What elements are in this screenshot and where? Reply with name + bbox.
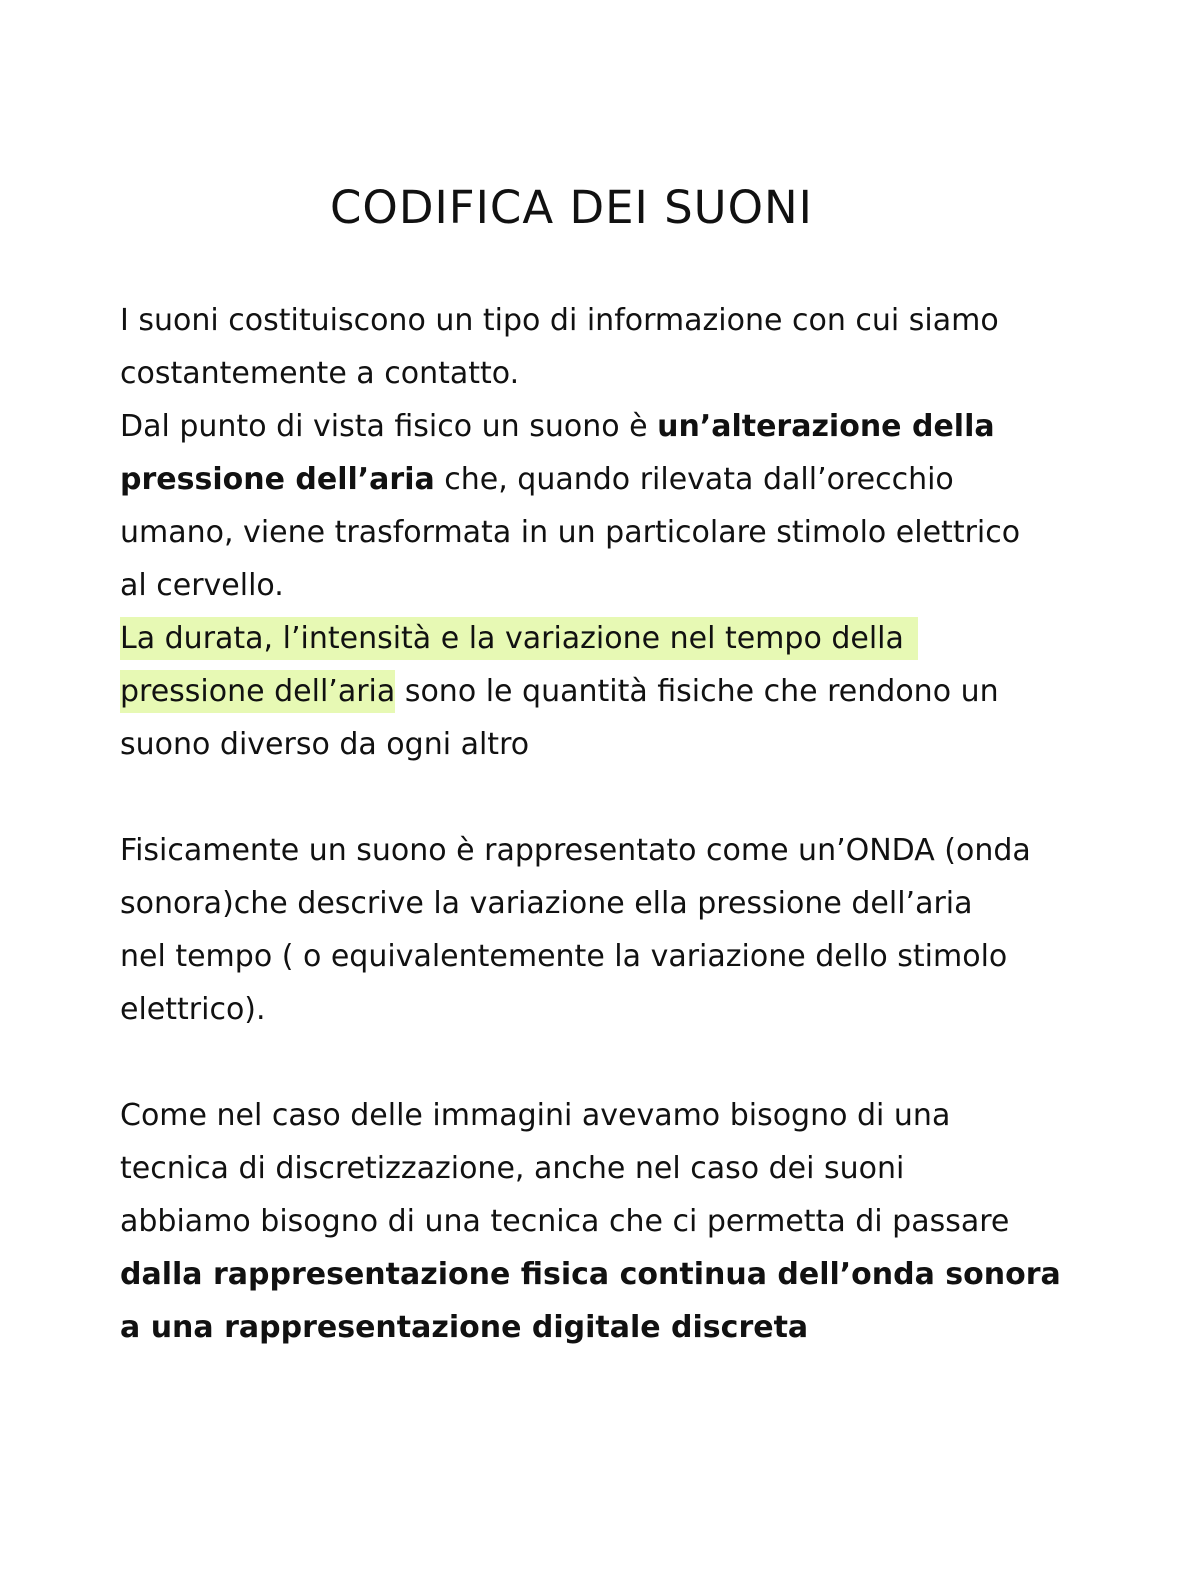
p5-line1: Come nel caso delle immagini avevamo bisogno di una: [120, 1098, 951, 1133]
p1-line1: I suoni costituiscono un tipo di informazione con cui siamo: [120, 303, 999, 338]
text-line: [120, 294, 1120, 347]
p5-line5-bold: a una rappresentazione digitale discreta: [120, 1310, 809, 1345]
text-line: [120, 453, 1120, 506]
page-title: CODIFICA DEI SUONI: [330, 181, 813, 234]
text-line: [120, 718, 1120, 771]
p2-line1-bold: un’alterazione della: [657, 409, 995, 444]
text-line: [120, 1089, 1120, 1142]
highlighted-text: pressione dell’aria: [120, 670, 395, 713]
text-line: [120, 506, 1120, 559]
p4-line2: sonora)che descrive la variazione ella pressione dell’aria: [120, 886, 973, 921]
text-line: [120, 400, 1120, 453]
p4-line1: Fisicamente un suono è rappresentato come un’ONDA (onda: [120, 833, 1031, 868]
p5-line3: abbiamo bisogno di una tecnica che ci permetta di passare: [120, 1204, 1010, 1239]
p3-line2-plain: sono le quantità fisiche che rendono un: [395, 674, 999, 709]
text-line: [120, 347, 1120, 400]
p5-line4-bold: dalla rappresentazione fisica continua dell’onda sonora: [120, 1257, 1061, 1292]
p4-line3: nel tempo ( o equivalentemente la variazione dello stimolo: [120, 939, 1008, 974]
document-body: [120, 294, 1120, 1354]
text-line: [120, 824, 1120, 877]
text-line: [120, 1248, 1120, 1301]
p3-line3: suono diverso da ogni altro: [120, 727, 530, 762]
text-line: [120, 983, 1120, 1036]
p2-line4: al cervello.: [120, 568, 284, 603]
text-line: [120, 1301, 1120, 1354]
p2-line1-plain: Dal punto di vista fisico un suono è: [120, 409, 658, 444]
p1-line2: costantemente a contatto.: [120, 356, 520, 391]
text-line: [120, 930, 1120, 983]
p5-line2: tecnica di discretizzazione, anche nel caso dei suoni: [120, 1151, 905, 1186]
text-line: [120, 612, 1120, 665]
p4-line4: elettrico).: [120, 992, 266, 1027]
text-line: [120, 559, 1120, 612]
p2-line2-bold: pressione dell’aria: [120, 462, 435, 497]
p2-line3: umano, viene trasformata in un particolare stimolo elettrico: [120, 515, 1021, 550]
text-line: [120, 1195, 1120, 1248]
paragraph-spacer: [120, 771, 1120, 824]
p2-line2-plain: che, quando rilevata dall’orecchio: [434, 462, 954, 497]
text-line: [120, 1142, 1120, 1195]
paragraph-spacer: [120, 1036, 1120, 1089]
text-line: [120, 877, 1120, 930]
text-line: [120, 665, 1120, 718]
highlighted-text: La durata, l’intensità e la variazione nel tempo della: [120, 617, 918, 660]
